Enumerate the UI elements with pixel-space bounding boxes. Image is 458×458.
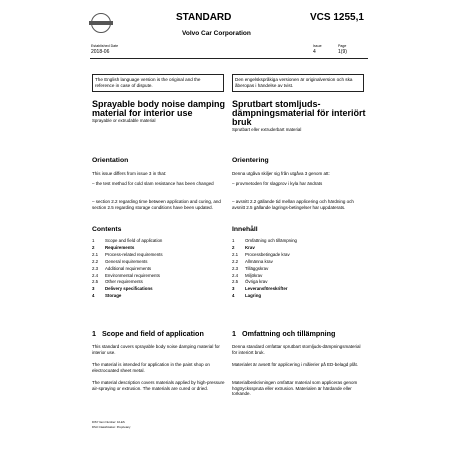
toc-item[interactable]: 1 Omfattning och tillämpning <box>232 238 297 243</box>
issue-label: Issue <box>313 44 322 48</box>
scope-heading-en <box>92 329 204 338</box>
contents-list-sv <box>232 238 297 300</box>
notice-text-en: The English language version is the original and the reference in case of dispute. <box>95 77 201 88</box>
toc-item[interactable]: 2.4 Environmental requirements <box>92 272 160 278</box>
orientation-bullet-sv-2: – avsnitt 2.2 gällande tid mellan applicering och härdning och avsnitt 2.5 gällande lagrings-betingelser har uppdaterats. <box>232 199 354 210</box>
scope-number-en: 1 <box>92 329 96 338</box>
orientation-heading-en: Orientation <box>92 157 129 164</box>
toc-item[interactable]: 2.1 Process-related requirements <box>92 251 163 257</box>
toc-item[interactable]: 2.1 Processbetingade krav <box>232 251 290 257</box>
orientation-intro-en: This issue differs from issue 3 in that: <box>92 171 167 176</box>
orientation-bullet-en-2: – section 2.2 regarding time between application and curing, and section 2.5 regarding storage conditions have been updated. <box>92 199 221 210</box>
swedish-column <box>232 100 372 132</box>
document-title-sv: Sprutbart stomljuds-dämpningsmaterial för interiört bruk <box>232 99 366 127</box>
scope-para-en-2: The material is intended for application in the paint shop on electrocoated sheet metal. <box>92 362 210 373</box>
toc-item[interactable]: 4 Lagring <box>232 293 262 299</box>
toc-item[interactable]: 4 Storage <box>92 293 122 299</box>
footer-classification: DSU Classification: Proprietary <box>92 425 131 429</box>
english-column <box>92 100 232 123</box>
established-label: Established Date <box>91 44 119 48</box>
orientation-intro-sv: Denna utgåva skiljer sig från utgåva 3 genom att: <box>232 171 330 176</box>
scope-title-sv: Omfattning och tillämpning <box>242 329 336 338</box>
bullet-text: provmetoden för slagprov i kyla har ändrats <box>235 181 323 186</box>
contents-heading-sv: Innehåll <box>232 226 258 233</box>
toc-item[interactable]: 2.4 Miljökrav <box>232 272 263 278</box>
volvo-logo-icon <box>91 13 111 33</box>
document-number: VCS 1255,1 <box>310 12 364 23</box>
notice-box-sv <box>232 74 364 92</box>
scope-para-sv-1: Denna standard omfattar sprutbart stomljuds-dämpningsmaterial för interiört bruk. <box>232 344 361 355</box>
page-value: 1(9) <box>338 49 347 55</box>
document-subtitle-en: Sprayable or extrudable material <box>92 118 156 123</box>
toc-item[interactable]: 2.3 Tilläggskrav <box>232 265 269 271</box>
toc-item[interactable]: 2 Requirements <box>92 244 135 250</box>
scope-title-en: Scope and field of application <box>102 329 204 338</box>
orientation-bullet-en-1: – the test method for cold slam resistance has been changed <box>92 181 214 186</box>
bullet-text: section 2.2 regarding time between application and curing, and section 2.5 regarding storage conditions have been updated. <box>92 199 221 210</box>
toc-item[interactable]: 2.2 General requirements <box>92 258 148 264</box>
page-label: Page <box>338 44 347 48</box>
document-title-en: Sprayable body noise damping material for interior use <box>92 99 226 118</box>
toc-item[interactable]: 3 Delivery specifications <box>92 286 153 292</box>
orientation-bullet-sv-1: – provmetoden för slagprov i kyla har ändrats <box>232 181 323 186</box>
scope-heading-sv <box>232 329 335 338</box>
scope-para-en-3: The material description covers materials applied by high-pressure air-spraying or extrusion. The materials are cured or dried. <box>92 380 225 391</box>
issue-value: 4 <box>313 49 316 55</box>
toc-item[interactable]: 2.2 Allmänna krav <box>232 258 273 264</box>
toc-item[interactable]: 2 Krav <box>232 244 255 250</box>
footer-item-number: DISY Item Number: 10-ES <box>92 420 125 424</box>
notice-box-en <box>92 74 224 92</box>
established-value: 2018-06 <box>91 49 110 55</box>
toc-item[interactable]: 2.5 Other requirements <box>92 279 143 285</box>
bullet-text: avsnitt 2.2 gällande tid mellan applicering och härdning och avsnitt 2.5 gällande lagrings-betingelser har uppdaterats. <box>232 199 354 210</box>
toc-item[interactable]: 1 Scope and field of application <box>92 238 163 243</box>
orientation-heading-sv: Orientering <box>232 157 269 164</box>
scope-para-sv-2: Materialet är avsett för applicering i målerier på ED-belagd plåt. <box>232 362 359 367</box>
document-subtitle-sv: Sprutbart eller extruderbart material <box>232 127 302 132</box>
header-divider <box>90 58 368 59</box>
toc-item[interactable]: 2.5 Övriga krav <box>232 279 268 285</box>
scope-para-en-1: This standard covers sprayable body noise damping material for interior use. <box>92 344 220 355</box>
bullet-text: the test method for cold slam resistance has been changed <box>95 181 214 186</box>
contents-heading-en: Contents <box>92 226 122 233</box>
toc-item[interactable]: 3 Leveransföreskrifter <box>232 286 288 292</box>
notice-text-sv: Den engelskspråkiga versionen är originalversion och ska åberopas i händelse av tvist. <box>235 77 353 88</box>
toc-item[interactable]: 2.3 Additional requirements <box>92 265 152 271</box>
company-name: Volvo Car Corporation <box>182 30 251 37</box>
standard-label: STANDARD <box>176 12 232 23</box>
contents-list-en <box>92 238 163 300</box>
scope-para-sv-3: Materialbeskrivningen omfattar material som appliceras genom högtrycksspruta eller extrusion. Materialen är härdande eller torkande. <box>232 380 358 396</box>
scope-number-sv: 1 <box>232 329 236 338</box>
